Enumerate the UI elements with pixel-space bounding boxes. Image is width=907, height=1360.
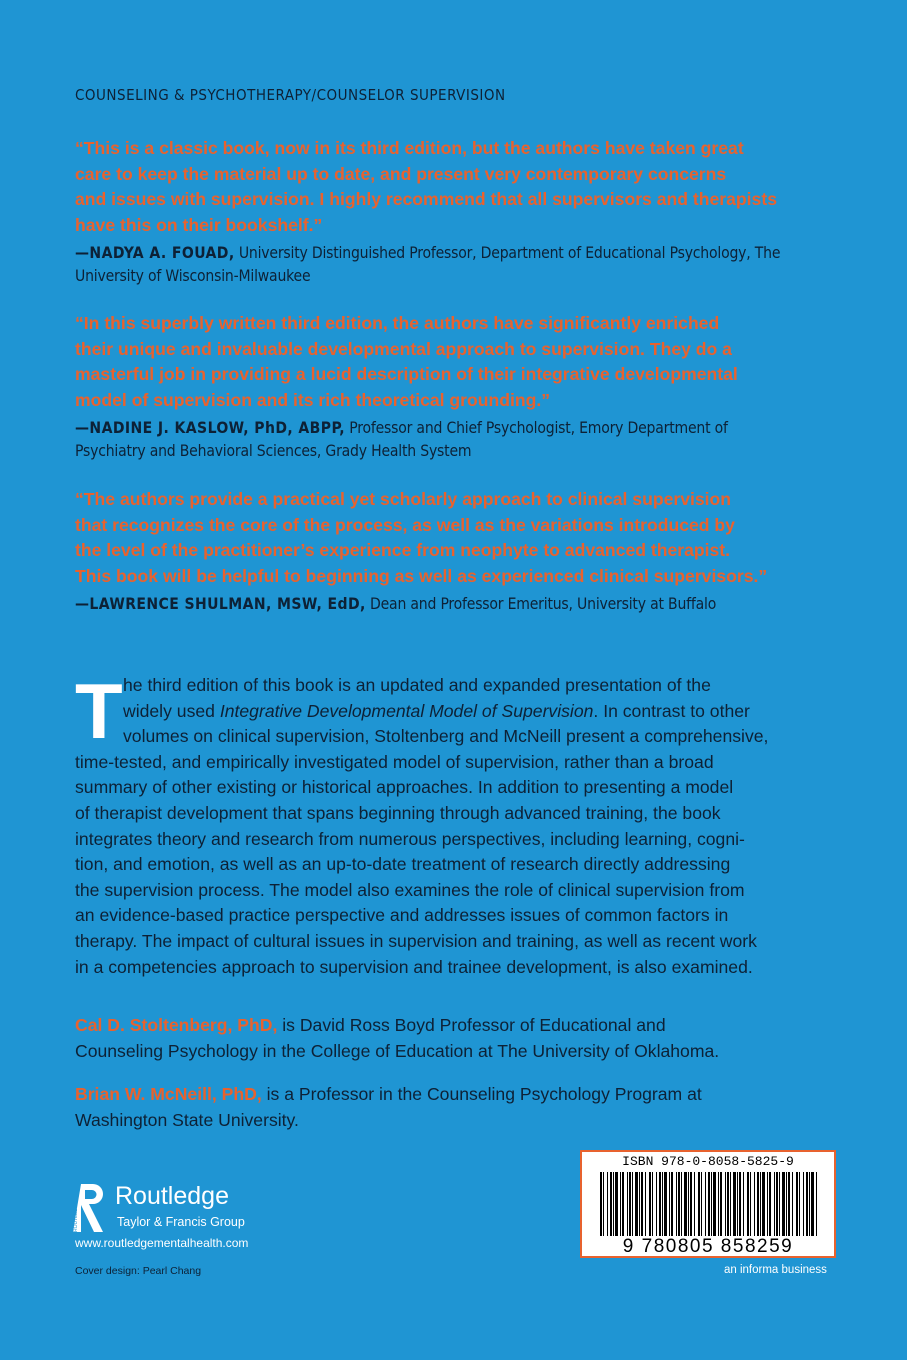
quote-line: the level of the practitioner’s experience from neophyte to advanced therapist.	[75, 540, 731, 561]
barcode-bar	[767, 1172, 768, 1236]
testimonial-author-name: —NADINE J. KASLOW, PhD, ABPP,	[75, 419, 345, 438]
barcode-bar	[786, 1172, 787, 1236]
description-line: he third edition of this book is an updated and expanded presentation of the	[123, 675, 711, 695]
book-description	[75, 667, 855, 980]
barcode-bar	[620, 1172, 621, 1236]
testimonial-1-attribution	[75, 242, 845, 288]
barcode-bar	[718, 1172, 719, 1236]
bio-line	[75, 1013, 855, 1039]
author-bio-1	[75, 1013, 855, 1064]
barcode-bar	[750, 1172, 751, 1236]
description-line: in a competencies approach to supervision and trainee development, is also examined.	[75, 956, 753, 977]
quote-line: their unique and invaluable developmental approach to supervision. They do a	[75, 338, 732, 359]
logo-vertical-text: ROUTLEDGE	[73, 1200, 79, 1232]
barcode-bar	[809, 1172, 810, 1236]
testimonial-affiliation: Psychiatry and Behavioral Sciences, Grady Health System	[75, 442, 472, 461]
barcode-bar	[656, 1172, 657, 1236]
testimonial-1-quote	[75, 136, 845, 238]
bio-line: Counseling Psychology in the College of Education at The University of Oklahoma.	[75, 1040, 720, 1061]
barcode-digits: 9 780805 858259	[622, 1236, 794, 1257]
quote-line: have this on their bookshelf.”	[75, 214, 323, 235]
barcode-bar	[641, 1172, 643, 1236]
bio-text: is a Professor in the Counseling Psychology Program at	[261, 1084, 702, 1104]
barcode-bar	[779, 1172, 780, 1236]
barcode-bar	[799, 1172, 800, 1236]
routledge-logo-icon	[73, 1182, 107, 1234]
testimonial-3	[75, 487, 845, 616]
barcode-bar	[788, 1172, 790, 1236]
description-line: the supervision process. The model also examines the role of clinical supervision from	[75, 879, 745, 900]
quote-line: care to keep the material up to date, and present very contemporary concerns	[75, 163, 727, 184]
barcode-bar	[664, 1172, 667, 1236]
quote-line: that recognizes the core of the process, as well as the variations introduced by	[75, 514, 735, 535]
description-text: . In contrast to other	[593, 700, 750, 721]
testimonial-affiliation: University Distinguished Professor, Department of Educational Psychology, The	[234, 244, 781, 263]
barcode-bar	[708, 1172, 710, 1236]
description-line: of therapist development that spans beginning through advanced training, the book	[75, 802, 721, 823]
barcode-bar	[645, 1172, 646, 1236]
barcode-bar	[652, 1172, 653, 1236]
description-line: an evidence-based practice perspective and addresses issues of common factors in	[75, 905, 729, 926]
barcode-bar	[694, 1172, 695, 1236]
barcode-bar	[615, 1172, 618, 1236]
informa-tagline: an informa business	[724, 1264, 827, 1276]
quote-line: This book will be helpful to beginning as well as experienced clinical supervisors.”	[75, 565, 768, 586]
barcode-bar	[659, 1172, 661, 1236]
barcode-bar	[627, 1172, 628, 1236]
barcode-bar	[754, 1172, 755, 1236]
barcode-bar	[769, 1172, 771, 1236]
testimonial-author-name: —NADYA A. FOUAD,	[75, 244, 235, 263]
quote-line: “The authors provide a practical yet scholarly approach to clinical supervision	[75, 489, 732, 509]
quote-line: masterful job in providing a lucid description of their integrative developmental	[75, 364, 738, 385]
cover-design-credit: Cover design: Pearl Chang	[75, 1265, 202, 1277]
barcode-bar	[792, 1172, 793, 1236]
description-line: summary of other existing or historical approaches. In addition to presenting a model	[75, 777, 734, 798]
barcode-bars	[600, 1172, 820, 1236]
barcode-bar	[739, 1172, 741, 1236]
barcode-bar	[806, 1172, 808, 1236]
description-text: widely used	[123, 700, 220, 721]
barcode-bar	[610, 1172, 612, 1236]
barcode-bar	[662, 1172, 663, 1236]
drop-cap: T	[75, 667, 123, 755]
barcode-bar	[803, 1172, 804, 1236]
testimonial-2	[75, 311, 845, 463]
barcode-bar	[737, 1172, 738, 1236]
barcode-bar	[701, 1172, 702, 1236]
description-line: tion, and emotion, as well as an up-to-date treatment of research directly addressing	[75, 854, 731, 875]
testimonial-2-attribution	[75, 417, 845, 463]
barcode-bar	[796, 1172, 798, 1236]
description-line: time-tested, and empirically investigated model of supervision, rather than a broad	[75, 751, 714, 772]
barcode-bar	[816, 1172, 817, 1236]
testimonial-1	[75, 136, 845, 288]
barcode-bar	[727, 1172, 729, 1236]
barcode-bar	[711, 1172, 712, 1236]
barcode-bar	[669, 1172, 670, 1236]
testimonial-3-attribution	[75, 593, 845, 616]
barcode-bar	[782, 1172, 785, 1236]
barcode-bar	[762, 1172, 765, 1236]
isbn-barcode	[580, 1150, 836, 1258]
barcode-bar	[774, 1172, 775, 1236]
barcode-bar	[622, 1172, 624, 1236]
category-label: COUNSELING & PSYCHOTHERAPY/COUNSELOR SUPERVISION	[75, 86, 506, 104]
description-line: therapy. The impact of cultural issues in supervision and training, as well as recent work	[75, 930, 757, 951]
description-line: volumes on clinical supervision, Stoltenberg and McNeill present a comprehensive,	[123, 726, 769, 747]
barcode-bar	[776, 1172, 778, 1236]
barcode-bar	[760, 1172, 761, 1236]
bio-text: is David Ross Boyd Professor of Educational and	[277, 1015, 666, 1035]
barcode-bar	[676, 1172, 677, 1236]
author-bio-2	[75, 1082, 855, 1133]
barcode-bar	[629, 1172, 631, 1236]
barcode-bar	[681, 1172, 682, 1236]
barcode-bar	[698, 1172, 700, 1236]
barcode-bar	[635, 1172, 638, 1236]
barcode-bar	[720, 1172, 722, 1236]
author-name: Brian W. McNeill, PhD,	[75, 1084, 262, 1104]
publisher-name: Routledge	[115, 1182, 229, 1210]
barcode-bar	[607, 1172, 608, 1236]
barcode-bar	[684, 1172, 687, 1236]
testimonial-2-quote	[75, 311, 845, 413]
publisher-website: www.routledgementalhealth.com	[75, 1236, 249, 1250]
barcode-bar	[600, 1172, 602, 1236]
barcode-bar	[639, 1172, 640, 1236]
barcode-bar	[730, 1172, 731, 1236]
barcode-bar	[688, 1172, 689, 1236]
description-line	[75, 699, 855, 725]
testimonial-author-name: —LAWRENCE SHULMAN, MSW, EdD,	[75, 595, 366, 614]
barcode-bar	[713, 1172, 716, 1236]
barcode-bar	[705, 1172, 706, 1236]
barcode-bar	[725, 1172, 726, 1236]
model-title: Integrative Developmental Model of Supervision	[219, 700, 594, 721]
bio-line: Washington State University.	[75, 1109, 299, 1130]
barcode-bar	[649, 1172, 651, 1236]
barcode-bar	[757, 1172, 759, 1236]
quote-line: model of supervision and its rich theoretical grounding.”	[75, 389, 551, 410]
description-line: integrates theory and research from numerous perspectives, including learning, cogni-	[75, 828, 745, 849]
author-name: Cal D. Stoltenberg, PhD,	[75, 1015, 278, 1035]
barcode-bar	[743, 1172, 744, 1236]
testimonial-affiliation: Dean and Professor Emeritus, University at Buffalo	[365, 595, 717, 614]
quote-line: “This is a classic book, now in its third edition, but the authors have taken great	[75, 138, 744, 158]
barcode-bar	[603, 1172, 604, 1236]
bio-line	[75, 1082, 855, 1108]
publisher-group: Taylor & Francis Group	[117, 1215, 245, 1229]
isbn-label: ISBN 978-0-8058-5825-9	[622, 1154, 794, 1169]
barcode-bar	[678, 1172, 680, 1236]
barcode-bar	[690, 1172, 692, 1236]
barcode-bar	[811, 1172, 814, 1236]
testimonial-affiliation: Professor and Chief Psychologist, Emory Department of	[345, 419, 728, 438]
barcode-bar	[733, 1172, 736, 1236]
barcode-bar	[671, 1172, 673, 1236]
testimonial-affiliation: University of Wisconsin-Milwaukee	[75, 267, 311, 286]
barcode-bar	[613, 1172, 614, 1236]
testimonial-3-quote	[75, 487, 845, 589]
quote-line: and issues with supervision. I highly recommend that all supervisors and therapists	[75, 189, 777, 210]
quote-line: “In this superbly written third edition, the authors have significantly enriched	[75, 313, 720, 333]
barcode-bar	[632, 1172, 633, 1236]
barcode-bar	[747, 1172, 749, 1236]
